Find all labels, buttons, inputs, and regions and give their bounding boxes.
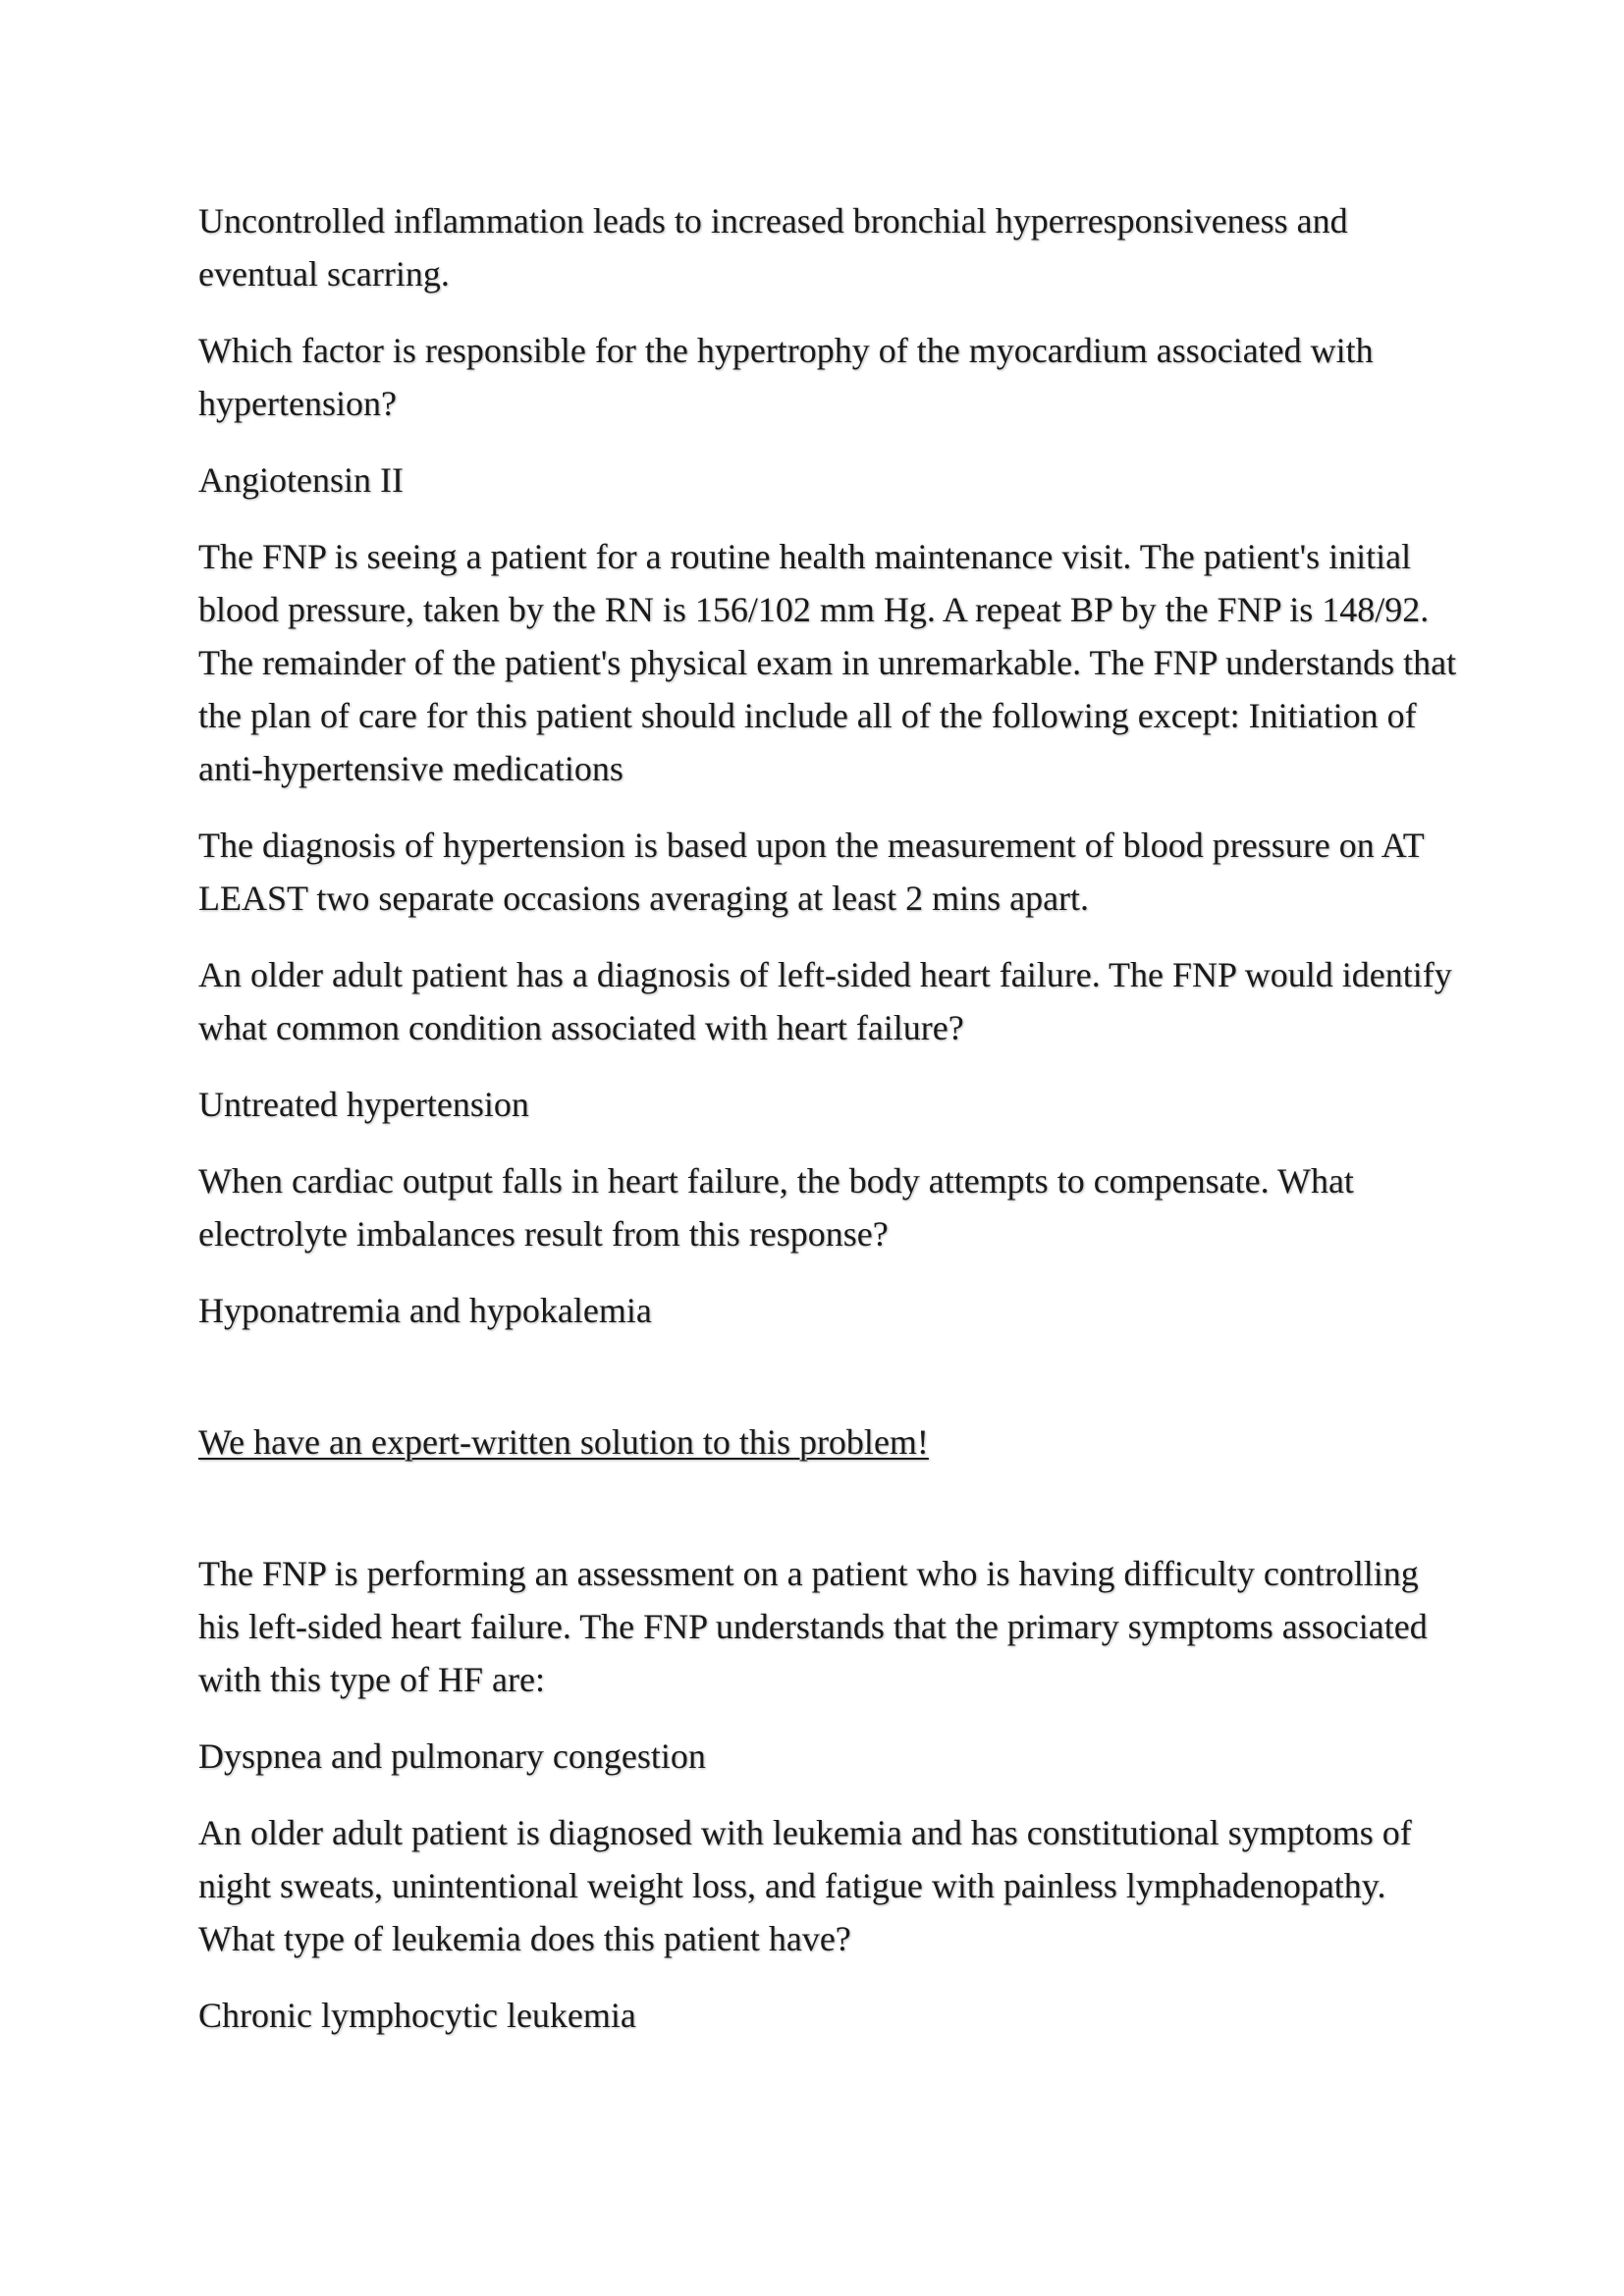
answer-angiotensin: Angiotensin II xyxy=(198,460,404,500)
question-leukemia-type: An older adult patient is diagnosed with leukemia and has constitutional symptoms of night sweats, unintentional weight loss, and fatigue with painless lymphadenopathy. What type of leukemia does this patient have? xyxy=(198,1813,1412,1958)
expert-solution-link[interactable]: We have an expert-written solution to this problem! xyxy=(198,1422,929,1462)
question-myocardium-hypertrophy: Which factor is responsible for the hypertrophy of the myocardium associated with hypertension? xyxy=(198,331,1374,423)
paragraph-hypertension-diagnosis: The diagnosis of hypertension is based upon the measurement of blood pressure on AT LEAST two separate occasions averaging at least 2 mins apart. xyxy=(198,826,1425,918)
question-electrolyte-imbalances: When cardiac output falls in heart failure, the body attempts to compensate. What electrolyte imbalances result from this response? xyxy=(198,1161,1354,1254)
answer-hyponatremia-hypokalemia: Hyponatremia and hypokalemia xyxy=(198,1291,652,1330)
paragraph-inflammation-answer: Uncontrolled inflammation leads to increased bronchial hyperresponsiveness and eventual scarring. xyxy=(198,201,1348,294)
answer-chronic-lymphocytic-leukemia: Chronic lymphocytic leukemia xyxy=(198,1996,636,2035)
document-body xyxy=(198,194,1465,2065)
question-routine-visit-bp: The FNP is seeing a patient for a routine health maintenance visit. The patient's initial blood pressure, taken by the RN is 156/102 mm Hg. A repeat BP by the FNP is 148/92. The remainder of the patient's physical exam in unremarkable. The FNP understands that the plan of care for this patient should include all of the following except: Initiation of anti-hypertensive medications xyxy=(198,537,1457,788)
answer-untreated-hypertension: Untreated hypertension xyxy=(198,1085,529,1124)
question-hf-primary-symptoms: The FNP is performing an assessment on a patient who is having difficulty controlling his left-sided heart failure. The FNP understands that the primary symptoms associated with this type of HF are: xyxy=(198,1554,1428,1699)
answer-dyspnea-congestion: Dyspnea and pulmonary congestion xyxy=(198,1736,706,1776)
question-left-sided-heart-failure: An older adult patient has a diagnosis of left-sided heart failure. The FNP would identify what common condition associated with heart failure? xyxy=(198,955,1452,1047)
expert-solution-wrapper xyxy=(198,1415,1465,1468)
